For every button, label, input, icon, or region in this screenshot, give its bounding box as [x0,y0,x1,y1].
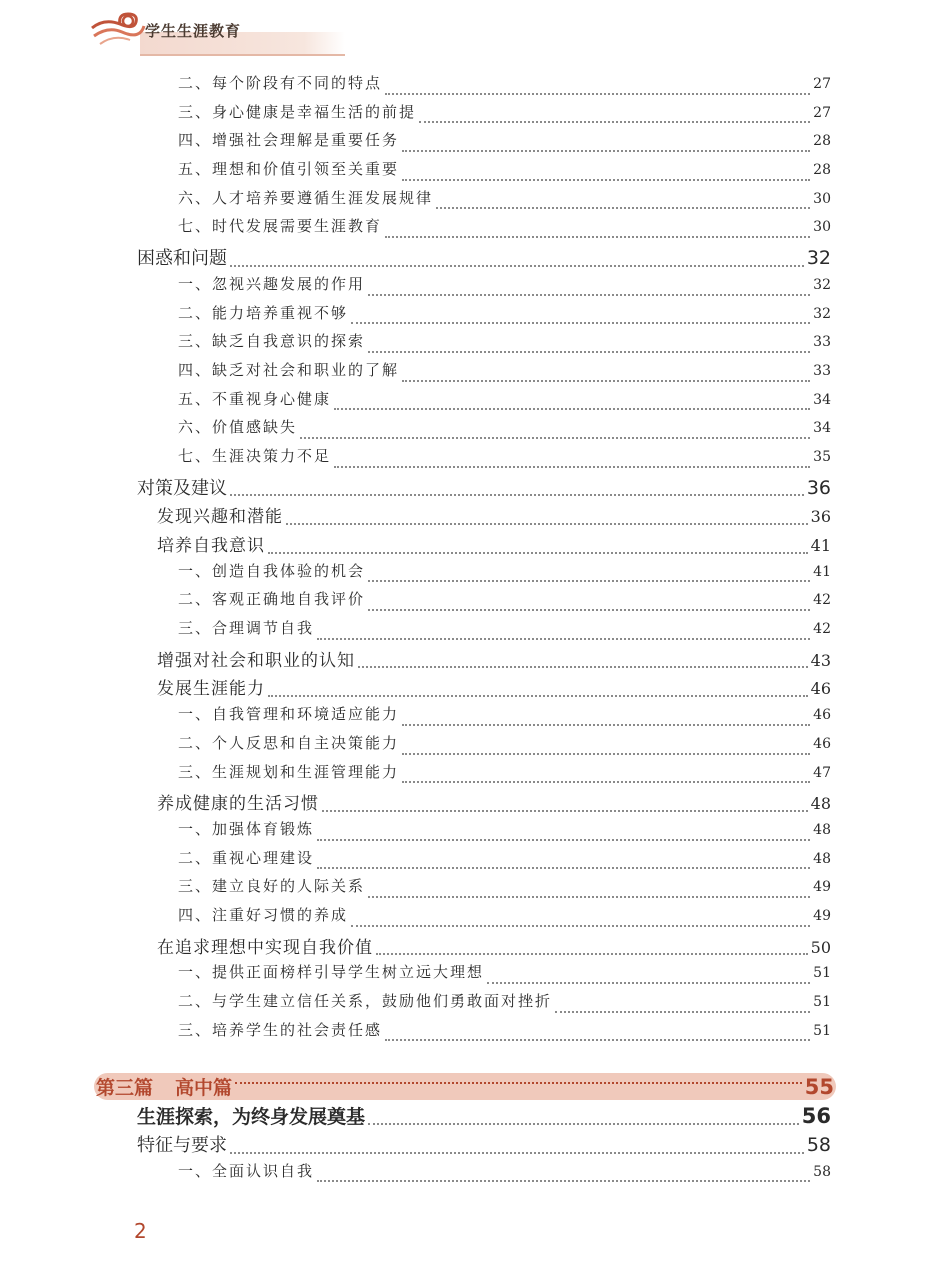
dot-leader [385,1039,810,1041]
toc-entry-page: 48 [810,794,831,814]
toc-entry[interactable] [137,1102,831,1131]
toc-entry[interactable] [178,330,831,359]
toc-entry-title: 五、理想和价值引领至关重要 [178,160,400,179]
toc-entry-page: 27 [813,76,831,92]
page-number: 2 [134,1219,147,1243]
toc-entry-page: 42 [813,592,831,609]
toc-entry-page: 41 [810,536,831,555]
toc-entry-title: 增强对社会和职业的认知 [157,650,355,671]
toc-entry-title: 培养自我意识 [157,536,265,556]
toc-entry[interactable] [178,273,831,302]
toc-entry-title: 三、培养学生的社会责任感 [178,1020,383,1039]
toc-entry[interactable] [137,1131,831,1160]
toc-entry-page: 33 [813,362,831,379]
toc-entry-page: 36 [810,507,831,527]
toc-entry-page: 32 [813,276,831,293]
toc-entry-title: 三、生涯规划和生涯管理能力 [178,762,400,781]
toc-entry-page: 34 [813,420,831,437]
toc-entry-page: 43 [810,650,831,670]
toc-entry-title: 四、缺乏对社会和职业的了解 [178,360,400,379]
toc-entry-page: 51 [813,1022,831,1039]
toc-entry-page: 30 [813,190,831,207]
toc-entry[interactable] [178,818,831,847]
toc-entry-page: 32 [806,247,831,270]
dot-leader [436,207,810,209]
toc-entry[interactable] [178,560,831,589]
toc-entry-title: 生涯探索，为终身发展奠基 [137,1106,366,1129]
dot-leader [402,753,810,755]
dot-leader [368,294,810,296]
toc-entry[interactable] [178,445,831,474]
toc-entry-title: 二、与学生建立信任关系，鼓励他们勇敢面对挫折 [178,992,553,1010]
toc-entry[interactable] [178,703,831,732]
toc-entry[interactable] [178,158,831,187]
toc-entry-title: 养成健康的生活习惯 [157,794,319,815]
toc-entry[interactable] [178,101,831,130]
section-gap [0,1047,930,1073]
toc-entry-title: 一、创造自我体验的机会 [178,561,366,580]
toc-entry-page: 27 [813,104,831,121]
toc-entry-title: 五、不重视身心健康 [178,389,332,408]
toc-entry-title: 二、个人反思和自主决策能力 [178,733,400,752]
dot-leader [368,609,810,611]
part-heading[interactable] [94,1073,836,1100]
toc-entry-title: 四、增强社会理解是重要任务 [178,131,400,150]
toc-entry-title: 一、全面认识自我 [178,1161,315,1180]
dot-leader [286,523,808,525]
toc-entry-title: 六、价值感缺失 [178,418,298,437]
toc-entry-page: 32 [813,305,831,322]
dot-leader [385,236,810,238]
toc-entry-page: 33 [813,334,831,351]
dot-leader [230,1152,804,1154]
toc-entry[interactable] [178,732,831,761]
toc-entry[interactable] [137,244,831,273]
toc-entry[interactable] [157,531,831,560]
toc-entry-page: 47 [813,764,831,781]
toc-entry[interactable] [178,215,831,244]
dot-leader [419,121,810,123]
dot-leader [402,179,810,181]
toc-entry-title: 三、缺乏自我意识的探索 [178,332,366,351]
toc-entry-page: 49 [813,879,831,896]
dot-leader [402,724,810,726]
toc-entry-title: 一、加强体育锻炼 [178,819,315,838]
toc-entry-page: 42 [813,621,831,638]
dot-leader [351,322,810,324]
table-of-contents [0,72,930,1188]
toc-entry-title: 对策及建议 [137,477,227,499]
dot-leader [402,150,810,152]
running-header [90,10,260,50]
toc-entry-title: 七、生涯决策力不足 [178,446,332,465]
toc-entry-page: 50 [810,937,831,957]
toc-entry-page: 56 [801,1104,831,1129]
toc-entry-page: 46 [810,679,831,699]
toc-entry[interactable] [178,129,831,158]
toc-entry-page: 41 [813,563,831,580]
toc-entry[interactable] [178,588,831,617]
dot-leader [385,93,810,95]
toc-entry[interactable] [178,1160,831,1189]
toc-entry[interactable] [178,875,831,904]
dot-leader [358,666,808,668]
toc-entry[interactable] [178,990,831,1019]
toc-entry-page: 35 [813,448,831,465]
toc-entry[interactable] [178,388,831,417]
dot-leader [322,810,808,812]
swirl-logo-icon [90,10,150,50]
toc-entry-title: 发展生涯能力 [157,679,265,700]
toc-entry[interactable] [178,72,831,101]
toc-entry[interactable] [178,617,831,646]
toc-entry-title: 四、注重好习惯的养成 [178,905,349,924]
dot-leader [368,896,810,898]
dot-leader [487,982,810,984]
toc-entry[interactable] [178,904,831,933]
toc-entry[interactable] [178,1019,831,1048]
toc-entry[interactable] [157,646,831,675]
toc-entry-title: 发现兴趣和潜能 [157,507,283,528]
dot-leader [268,552,808,554]
toc-entry-page: 28 [813,133,831,150]
toc-entry-title: 七、时代发展需要生涯教育 [178,217,383,236]
toc-entry-title: 一、忽视兴趣发展的作用 [178,274,366,293]
toc-entry[interactable] [178,416,831,445]
toc-entry-title: 三、合理调节自我 [178,619,315,638]
toc-entry-page: 34 [813,391,831,408]
toc-entry[interactable] [178,359,831,388]
dot-leader [317,638,810,640]
toc-entry-title: 在追求理想中实现自我价值 [157,937,373,958]
toc-entry-title: 二、重视心理建设 [178,848,315,867]
dot-leader [368,1123,799,1125]
dot-leader [230,494,804,496]
toc-entry-page: 36 [806,476,831,499]
toc-entry-title: 困惑和问题 [137,248,227,270]
dot-leader [351,925,810,927]
dot-leader [376,953,808,955]
toc-entry-page: 51 [813,994,831,1010]
toc-entry[interactable] [178,187,831,216]
toc-entry[interactable] [178,761,831,790]
dot-leader [317,867,810,869]
toc-entry-title: 三、身心健康是幸福生活的前提 [178,102,417,121]
toc-entry-title: 六、人才培养要遵循生涯发展规律 [178,188,434,207]
toc-entry-page: 46 [813,707,831,724]
dot-leader [317,839,810,841]
toc-entry-page: 49 [813,907,831,924]
part-title: 高中篇 [175,1077,233,1100]
toc-entry-title: 二、客观正确地自我评价 [178,590,366,609]
toc-entry-page: 48 [813,821,831,838]
toc-entry-title: 一、自我管理和环境适应能力 [178,705,400,724]
toc-entry-page: 48 [813,850,831,867]
toc-entry[interactable] [157,789,831,818]
part-page: 55 [804,1074,834,1099]
toc-entry-title: 特征与要求 [137,1135,227,1157]
toc-entry-title: 三、建立良好的人际关系 [178,877,366,896]
dot-leader [368,351,810,353]
dot-leader [235,1082,802,1084]
toc-entry[interactable] [157,933,831,962]
toc-entry-title: 二、每个阶段有不同的特点 [178,74,383,92]
dot-leader [402,781,810,783]
dot-leader [268,695,808,697]
toc-entry[interactable] [178,302,831,331]
dot-leader [230,265,804,267]
part-heading-title [96,1073,232,1100]
toc-entry-title: 一、提供正面榜样引导学生树立远大理想 [178,963,485,982]
toc-entry-page: 28 [813,162,831,179]
dot-leader [368,580,810,582]
toc-entry-page: 58 [813,1163,831,1180]
toc-entry[interactable] [178,961,831,990]
toc-entry[interactable] [157,674,831,703]
toc-entry-page: 30 [813,219,831,236]
dot-leader [555,1011,810,1013]
dot-leader [334,466,810,468]
book-series-title: 学生生涯教育 [145,22,242,40]
toc-entry[interactable] [137,474,831,503]
toc-entry[interactable] [178,847,831,876]
toc-entry-page: 58 [806,1134,831,1157]
dot-leader [317,1180,810,1182]
dot-leader [334,408,810,410]
toc-entry-page: 51 [813,965,831,982]
part-label: 第三篇 [96,1077,154,1100]
dot-leader [402,380,810,382]
toc-entry-title: 二、能力培养重视不够 [178,303,349,322]
toc-entry-page: 46 [813,735,831,752]
toc-entry[interactable] [157,502,831,531]
dot-leader [300,437,810,439]
